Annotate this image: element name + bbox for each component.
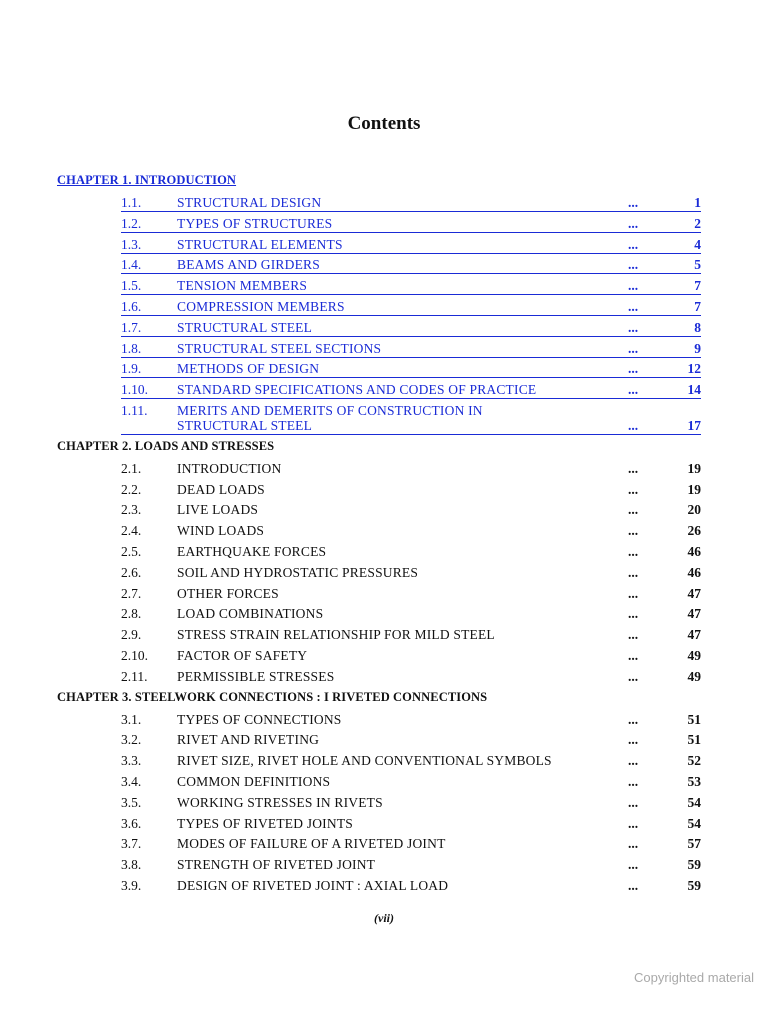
toc-entry[interactable] bbox=[0, 278, 768, 298]
entry-title-line: TYPES OF CONNECTIONS bbox=[177, 711, 342, 727]
entry-title-line: LOAD COMBINATIONS bbox=[177, 606, 324, 622]
entry-title-line: BEAMS AND GIRDERS bbox=[177, 257, 320, 273]
chapter-heading: CHAPTER 3. STEELWORK CONNECTIONS : I RIVETED CONNECTIONS bbox=[57, 689, 488, 704]
entry-title bbox=[177, 320, 312, 336]
entry-number: 2.10. bbox=[121, 648, 148, 663]
entry-title bbox=[177, 669, 334, 685]
entry-title-line: OTHER FORCES bbox=[177, 585, 279, 601]
entry-page-number: 54 bbox=[687, 815, 701, 831]
entry-title bbox=[177, 523, 264, 539]
entry-title bbox=[177, 795, 383, 811]
entry-number: 1.2. bbox=[121, 215, 142, 231]
entry-title bbox=[177, 382, 536, 398]
link-underline bbox=[121, 336, 701, 337]
toc-entry bbox=[0, 565, 768, 585]
entry-title bbox=[177, 257, 320, 273]
entry-page-number: 49 bbox=[687, 668, 701, 684]
entry-title bbox=[177, 361, 319, 377]
chapter-heading[interactable]: CHAPTER 1. INTRODUCTION bbox=[57, 173, 237, 187]
link-underline bbox=[121, 315, 701, 316]
entry-number: 2.8. bbox=[121, 606, 142, 622]
entry-number: 2.3. bbox=[121, 502, 142, 518]
link-underline bbox=[121, 357, 701, 358]
entry-title bbox=[177, 732, 319, 748]
entry-leader-dots: ... bbox=[628, 236, 639, 252]
entry-number: 3.4. bbox=[121, 774, 142, 789]
entry-title-line: INTRODUCTION bbox=[177, 460, 282, 476]
entry-title bbox=[177, 753, 552, 769]
entry-number: 3.6. bbox=[121, 815, 142, 831]
link-underline bbox=[121, 211, 701, 212]
entry-title-line: DESIGN OF RIVETED JOINT : AXIAL LOAD bbox=[177, 878, 449, 893]
entry-title-line: RIVET SIZE, RIVET HOLE AND CONVENTIONAL SYMBOLS bbox=[177, 753, 552, 769]
entry-title bbox=[177, 544, 326, 560]
entry-number: 2.5. bbox=[121, 544, 142, 559]
entry-title bbox=[177, 816, 353, 832]
toc-entry[interactable] bbox=[0, 216, 768, 236]
entry-title-line: DEAD LOADS bbox=[177, 481, 265, 497]
link-underline bbox=[121, 273, 701, 274]
entry-title bbox=[177, 565, 418, 581]
entry-number: 1.1. bbox=[121, 195, 142, 210]
entry-page-number: 46 bbox=[687, 544, 701, 559]
toc-entry[interactable] bbox=[0, 257, 768, 277]
entry-number: 1.10. bbox=[121, 382, 148, 398]
entry-leader-dots: ... bbox=[628, 361, 639, 377]
entry-title bbox=[177, 712, 342, 728]
toc-entry[interactable] bbox=[0, 237, 768, 257]
entry-page-number: 47 bbox=[687, 585, 701, 601]
entry-leader-dots: ... bbox=[628, 278, 639, 294]
entry-leader-dots: ... bbox=[628, 774, 639, 789]
entry-leader-dots: ... bbox=[628, 544, 639, 559]
entry-title bbox=[177, 627, 495, 643]
entry-title bbox=[177, 878, 448, 894]
entry-title bbox=[177, 586, 279, 602]
entry-title-line: METHODS OF DESIGN bbox=[177, 361, 320, 377]
entry-title bbox=[177, 482, 265, 498]
entry-title bbox=[177, 606, 323, 622]
entry-leader-dots: ... bbox=[628, 606, 639, 622]
entry-number: 1.4. bbox=[121, 257, 142, 273]
toc-entry bbox=[0, 502, 768, 522]
entry-number: 1.3. bbox=[121, 236, 142, 252]
entry-title-line: LIVE LOADS bbox=[177, 502, 259, 518]
entry-page-number: 4 bbox=[694, 236, 701, 252]
toc-entry bbox=[0, 732, 768, 752]
entry-leader-dots: ... bbox=[628, 648, 639, 663]
entry-leader-dots: ... bbox=[628, 502, 639, 518]
toc-entry bbox=[0, 878, 768, 898]
page-title: Contents bbox=[347, 113, 421, 134]
entry-title-line: PERMISSIBLE STRESSES bbox=[177, 668, 335, 684]
entry-leader-dots: ... bbox=[628, 711, 639, 727]
entry-page-number: 26 bbox=[687, 523, 701, 539]
entry-page-number: 7 bbox=[694, 278, 701, 294]
entry-title-line: FACTOR OF SAFETY bbox=[177, 648, 308, 663]
entry-title bbox=[177, 299, 345, 315]
entry-leader-dots: ... bbox=[628, 257, 639, 273]
entry-title bbox=[177, 502, 258, 518]
toc-entry bbox=[0, 482, 768, 502]
toc-entry[interactable] bbox=[0, 361, 768, 381]
entry-page-number: 19 bbox=[687, 460, 701, 476]
entry-number: 3.5. bbox=[121, 794, 142, 810]
entry-page-number: 19 bbox=[687, 481, 701, 497]
entry-number: 1.8. bbox=[121, 340, 142, 356]
entry-leader-dots: ... bbox=[628, 878, 639, 893]
entry-leader-dots: ... bbox=[628, 627, 639, 643]
entry-leader-dots: ... bbox=[628, 382, 639, 398]
link-underline bbox=[121, 377, 701, 378]
toc-entry[interactable] bbox=[0, 299, 768, 319]
link-underline bbox=[121, 294, 701, 295]
entry-page-number: 52 bbox=[687, 753, 701, 769]
entry-leader-dots: ... bbox=[628, 195, 639, 210]
toc-entry[interactable] bbox=[0, 382, 768, 402]
entry-leader-dots: ... bbox=[628, 319, 639, 335]
toc-entry[interactable] bbox=[0, 341, 768, 361]
link-underline bbox=[121, 398, 701, 399]
entry-leader-dots: ... bbox=[628, 668, 639, 684]
entry-title-line: TYPES OF STRUCTURES bbox=[177, 215, 333, 231]
link-underline bbox=[121, 232, 701, 233]
entry-leader-dots: ... bbox=[628, 857, 639, 873]
entry-title-line: STRUCTURAL DESIGN bbox=[177, 195, 322, 210]
entry-page-number: 12 bbox=[687, 361, 701, 377]
entry-page-number: 1 bbox=[694, 195, 701, 210]
entry-number: 3.9. bbox=[121, 878, 142, 893]
entry-number: 1.9. bbox=[121, 361, 142, 377]
entry-leader-dots: ... bbox=[628, 418, 639, 433]
entry-number: 3.3. bbox=[121, 753, 142, 769]
entry-page-number: 59 bbox=[687, 857, 701, 873]
toc-entry[interactable] bbox=[0, 320, 768, 340]
entry-leader-dots: ... bbox=[628, 564, 639, 580]
entry-page-number: 20 bbox=[687, 502, 701, 518]
toc-entry bbox=[0, 461, 768, 481]
page-number: (vii) bbox=[374, 911, 394, 925]
entry-number: 3.8. bbox=[121, 857, 142, 873]
entry-page-number: 47 bbox=[687, 606, 701, 622]
toc-entry bbox=[0, 816, 768, 836]
entry-title-line: MERITS AND DEMERITS OF CONSTRUCTION IN bbox=[177, 403, 483, 418]
entry-page-number: 7 bbox=[694, 299, 701, 314]
entry-title-line: STRUCTURAL ELEMENTS bbox=[177, 236, 343, 252]
entry-page-number: 49 bbox=[687, 648, 701, 663]
toc-entry bbox=[0, 627, 768, 647]
toc-entry bbox=[0, 753, 768, 773]
entry-page-number: 53 bbox=[687, 774, 701, 789]
entry-title bbox=[177, 857, 375, 873]
entry-leader-dots: ... bbox=[628, 836, 639, 852]
entry-page-number: 2 bbox=[694, 215, 701, 231]
entry-leader-dots: ... bbox=[628, 753, 639, 769]
entry-number: 2.11. bbox=[121, 668, 148, 684]
toc-entry bbox=[0, 836, 768, 856]
entry-title bbox=[177, 403, 483, 433]
entry-title-line: STRESS STRAIN RELATIONSHIP FOR MILD STEEL bbox=[177, 627, 495, 643]
link-underline bbox=[121, 434, 701, 435]
toc-entry bbox=[0, 586, 768, 606]
toc-entry bbox=[0, 523, 768, 543]
entry-number: 2.7. bbox=[121, 585, 142, 601]
entry-page-number: 47 bbox=[687, 627, 701, 643]
toc-entry bbox=[0, 648, 768, 668]
entry-number: 2.2. bbox=[121, 481, 142, 497]
entry-title-line: TENSION MEMBERS bbox=[177, 278, 308, 294]
entry-page-number: 9 bbox=[694, 340, 701, 356]
entry-number: 1.11. bbox=[121, 403, 148, 418]
entry-title-line: STANDARD SPECIFICATIONS AND CODES OF PRACTICE bbox=[177, 382, 537, 398]
entry-number: 3.2. bbox=[121, 732, 142, 748]
entry-leader-dots: ... bbox=[628, 215, 639, 231]
entry-leader-dots: ... bbox=[628, 585, 639, 601]
entry-title-line: STRUCTURAL STEEL bbox=[177, 319, 313, 335]
toc-entry bbox=[0, 712, 768, 732]
entry-leader-dots: ... bbox=[628, 460, 639, 476]
entry-title bbox=[177, 237, 343, 253]
entry-leader-dots: ... bbox=[628, 732, 639, 748]
entry-number: 1.6. bbox=[121, 299, 142, 314]
entry-title-line: MODES OF FAILURE OF A RIVETED JOINT bbox=[177, 836, 446, 852]
toc-entry bbox=[0, 857, 768, 877]
entry-title bbox=[177, 836, 446, 852]
entry-title-line: WORKING STRESSES IN RIVETS bbox=[177, 794, 383, 810]
entry-title-line: COMPRESSION MEMBERS bbox=[177, 299, 345, 314]
entry-title-line: TYPES OF RIVETED JOINTS bbox=[177, 815, 353, 831]
entry-title bbox=[177, 774, 330, 790]
entry-number: 1.5. bbox=[121, 278, 142, 294]
entry-title bbox=[177, 216, 332, 232]
toc-entry bbox=[0, 669, 768, 689]
entry-number: 2.9. bbox=[121, 627, 142, 643]
entry-title-line: EARTHQUAKE FORCES bbox=[177, 544, 327, 559]
toc-entry[interactable] bbox=[0, 403, 768, 433]
entry-page-number: 59 bbox=[687, 878, 701, 893]
entry-page-number: 51 bbox=[687, 711, 701, 727]
toc-entry[interactable] bbox=[0, 195, 768, 215]
entry-number: 2.1. bbox=[121, 460, 142, 476]
entry-title-line: SOIL AND HYDROSTATIC PRESSURES bbox=[177, 564, 419, 580]
entry-page-number: 5 bbox=[694, 257, 701, 273]
entry-title bbox=[177, 278, 307, 294]
entry-leader-dots: ... bbox=[628, 815, 639, 831]
entry-leader-dots: ... bbox=[628, 340, 639, 356]
entry-number: 3.7. bbox=[121, 836, 142, 852]
entry-title-line: COMMON DEFINITIONS bbox=[177, 774, 331, 789]
toc-entry bbox=[0, 774, 768, 794]
entry-title-line: RIVET AND RIVETING bbox=[177, 732, 320, 748]
entry-title-line: STRUCTURAL STEEL SECTIONS bbox=[177, 340, 382, 356]
entry-leader-dots: ... bbox=[628, 794, 639, 810]
entry-leader-dots: ... bbox=[628, 481, 639, 497]
entry-page-number: 57 bbox=[687, 836, 701, 852]
toc-entry bbox=[0, 544, 768, 564]
entry-page-number: 17 bbox=[687, 418, 701, 433]
entry-title bbox=[177, 341, 381, 357]
entry-page-number: 46 bbox=[687, 564, 701, 580]
entry-number: 2.4. bbox=[121, 523, 142, 539]
entry-title-line: STRUCTURAL STEEL bbox=[177, 418, 313, 433]
entry-number: 3.1. bbox=[121, 711, 142, 727]
entry-page-number: 8 bbox=[694, 319, 701, 335]
entry-title bbox=[177, 461, 281, 477]
entry-page-number: 51 bbox=[687, 732, 701, 748]
entry-leader-dots: ... bbox=[628, 299, 639, 314]
link-underline bbox=[121, 253, 701, 254]
entry-number: 1.7. bbox=[121, 319, 142, 335]
entry-title-line: WIND LOADS bbox=[177, 523, 265, 539]
entry-title bbox=[177, 195, 321, 211]
entry-leader-dots: ... bbox=[628, 523, 639, 539]
toc-entry bbox=[0, 606, 768, 626]
entry-page-number: 14 bbox=[687, 382, 701, 398]
entry-page-number: 54 bbox=[687, 794, 701, 810]
entry-number: 2.6. bbox=[121, 564, 142, 580]
toc-entry bbox=[0, 795, 768, 815]
entry-title bbox=[177, 648, 307, 664]
chapter-heading: CHAPTER 2. LOADS AND STRESSES bbox=[57, 438, 275, 453]
entry-title-line: STRENGTH OF RIVETED JOINT bbox=[177, 857, 376, 873]
copyright-notice: Copyrighted material bbox=[634, 970, 754, 985]
